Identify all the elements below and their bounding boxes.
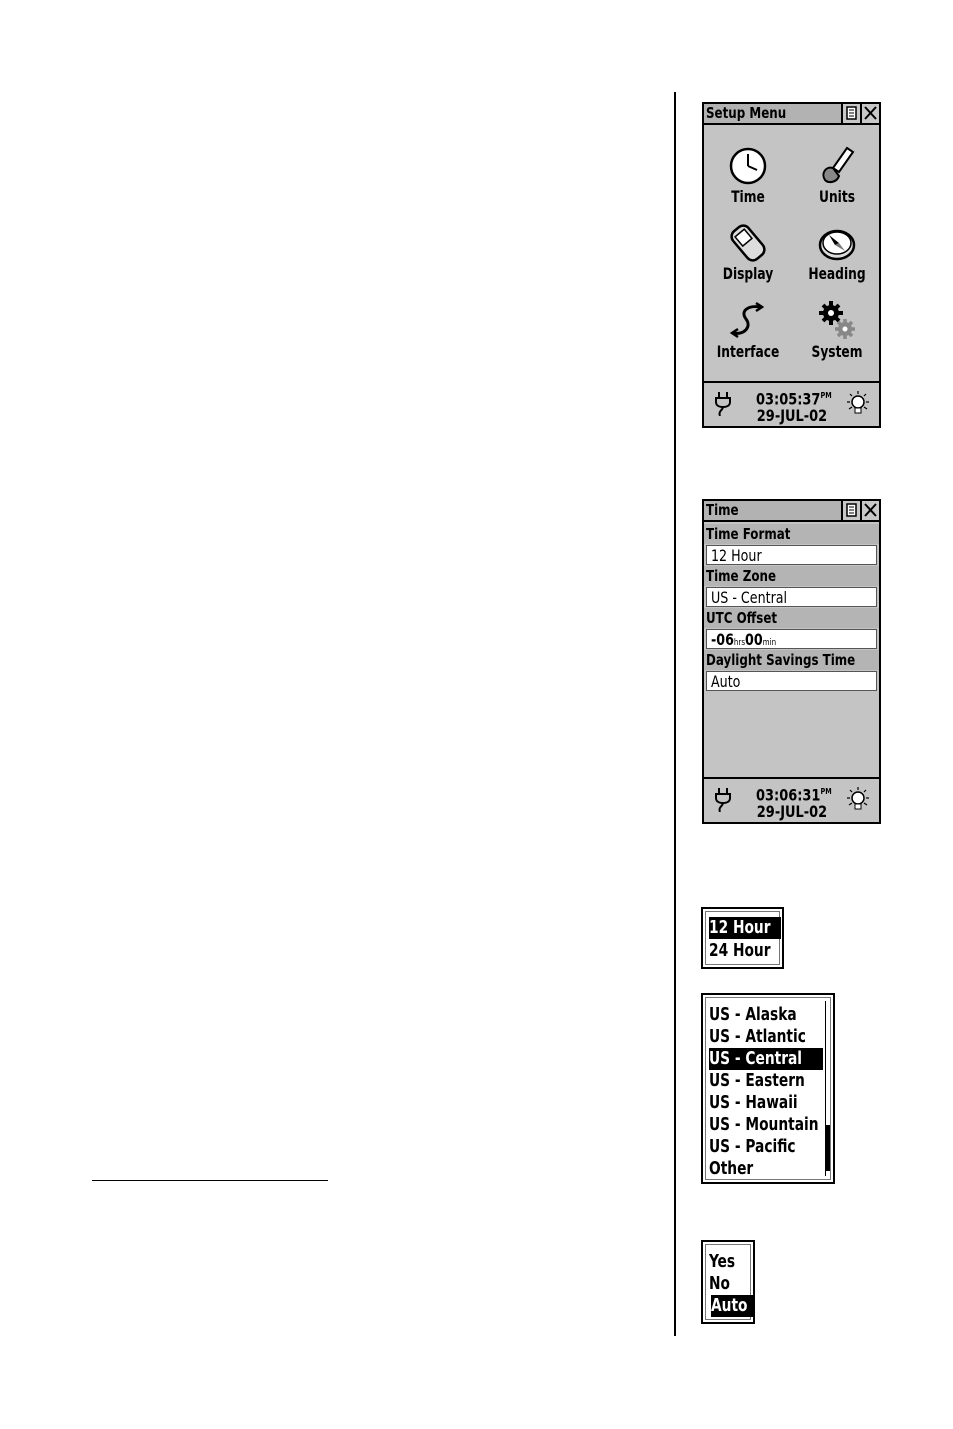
time-screen (702, 499, 881, 824)
footnote-rule (92, 1180, 328, 1181)
menu-item-label: Time (731, 187, 765, 206)
menu-item-system[interactable] (797, 301, 877, 361)
status-bar (704, 777, 879, 822)
dst-popup (701, 1240, 755, 1324)
status-time: 03:06:31 (756, 785, 821, 805)
setup-menu-titlebar (704, 104, 879, 125)
option-auto[interactable]: Auto (711, 1295, 754, 1317)
time-zone-scroll-thumb[interactable] (826, 1125, 830, 1171)
option-us-alaska[interactable]: US - Alaska (709, 1004, 797, 1025)
menu-item-display[interactable] (708, 223, 788, 283)
dst-label: Daylight Savings Time (704, 650, 879, 670)
status-date: 29-JUL-02 (756, 802, 828, 822)
menu-icon (843, 104, 860, 123)
status-ampm: PM (820, 391, 832, 400)
menu-item-label: Interface (716, 342, 780, 361)
time-zone-field[interactable]: US - Central (706, 587, 877, 607)
power-plug-icon (714, 392, 732, 416)
menu-icon (843, 501, 860, 520)
option-other[interactable]: Other (709, 1158, 754, 1179)
time-titlebar (704, 501, 879, 522)
setup-menu-title: Setup Menu (706, 104, 787, 122)
backlight-icon[interactable] (845, 390, 871, 418)
time-zone-label: Time Zone (704, 566, 879, 586)
close-icon (862, 501, 879, 520)
time-page-title: Time (706, 501, 739, 519)
option-24-hour[interactable]: 24 Hour (709, 940, 771, 961)
menu-button[interactable] (841, 104, 860, 123)
status-ampm: PM (820, 787, 832, 796)
power-plug-icon (714, 788, 732, 812)
utc-offset-label: UTC Offset (704, 608, 879, 628)
option-us-central[interactable]: US - Central (709, 1048, 823, 1070)
menu-item-label: Units (819, 187, 855, 206)
option-no[interactable]: No (709, 1273, 730, 1294)
time-format-label: Time Format (704, 524, 879, 544)
backlight-icon[interactable] (845, 786, 871, 814)
time-zone-popup (701, 993, 835, 1184)
dst-field[interactable]: Auto (706, 671, 877, 691)
close-button[interactable] (860, 501, 879, 520)
status-clock (752, 387, 832, 424)
option-us-hawaii[interactable]: US - Hawaii (709, 1092, 798, 1113)
menu-item-units[interactable] (797, 146, 877, 206)
interface-icon (728, 301, 768, 341)
compass-icon (817, 223, 857, 263)
status-date: 29-JUL-02 (756, 406, 828, 426)
gears-icon (817, 301, 857, 341)
menu-item-label: Display (722, 264, 774, 283)
status-time: 03:05:37 (756, 389, 821, 409)
option-12-hour[interactable]: 12 Hour (709, 917, 781, 939)
status-clock (752, 783, 832, 820)
option-yes[interactable]: Yes (709, 1251, 736, 1272)
option-us-pacific[interactable]: US - Pacific (709, 1136, 796, 1157)
menu-item-label: Heading (808, 264, 866, 283)
option-us-atlantic[interactable]: US - Atlantic (709, 1026, 806, 1047)
time-format-field[interactable]: 12 Hour (706, 545, 877, 565)
menu-item-heading[interactable] (797, 223, 877, 283)
menu-item-interface[interactable] (708, 301, 788, 361)
time-format-popup (701, 907, 784, 969)
utc-offset-field[interactable]: -06hrs00min (706, 629, 877, 649)
status-bar (704, 381, 879, 426)
column-divider (674, 92, 676, 1336)
option-us-mountain[interactable]: US - Mountain (709, 1114, 819, 1135)
setup-menu-screen (702, 102, 881, 428)
option-us-eastern[interactable]: US - Eastern (709, 1070, 805, 1091)
units-icon (817, 146, 857, 186)
close-icon (862, 104, 879, 123)
menu-button[interactable] (841, 501, 860, 520)
clock-icon (728, 146, 768, 186)
menu-item-time[interactable] (708, 146, 788, 206)
close-button[interactable] (860, 104, 879, 123)
display-icon (728, 223, 768, 263)
menu-item-label: System (811, 342, 863, 361)
